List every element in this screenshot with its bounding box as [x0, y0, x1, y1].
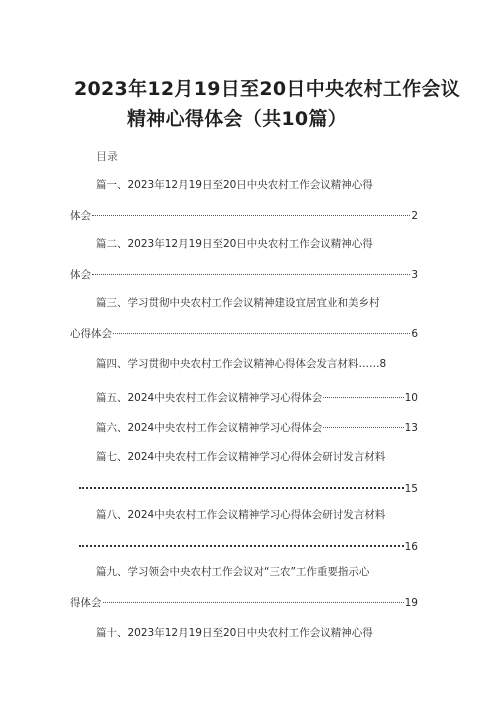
toc-entry-6-title: 篇六、2024中央农村工作会议精神学习心得体会	[96, 422, 323, 434]
toc-entry-1-dots	[92, 203, 410, 216]
toc-entry-2-dots	[92, 262, 410, 275]
document-title-line-2: 精神心得体会（共10篇）	[127, 108, 348, 130]
toc-entry-6-page: 13	[404, 422, 418, 434]
toc-entry-7-title[interactable]: 篇七、2024中央农村工作会议精神学习心得体会研讨发言材料	[96, 451, 386, 463]
toc-entry-1-tail: 体会	[70, 210, 91, 222]
toc-entry-2-leader[interactable]	[70, 265, 418, 282]
toc-entry-9-tail: 得体会	[70, 597, 102, 609]
toc-entry-10-title[interactable]: 篇十、2023年12月19日至20日中央农村工作会议精神心得	[96, 627, 373, 639]
toc-entry-5-dots	[323, 385, 403, 398]
toc-entry-9-title[interactable]: 篇九、学习领会中央农村工作会议对“三农”工作重要指示心	[96, 566, 370, 578]
toc-entry-4-dots: ……	[358, 358, 380, 370]
toc-entry-1-page: 2	[411, 210, 418, 222]
toc-entry-4-title: 篇四、学习贯彻中央农村工作会议精神心得体会发言材料	[96, 358, 359, 370]
toc-entry-6[interactable]	[96, 418, 418, 435]
toc-entry-3-tail: 心得体会	[70, 328, 112, 340]
toc-entry-1-title[interactable]: 篇一、2023年12月19日至20日中央农村工作会议精神心得	[96, 179, 373, 191]
toc-entry-3-title[interactable]: 篇三、学习贯彻中央农村工作会议精神建设宜居宜业和美乡村	[96, 297, 380, 309]
toc-entry-6-dots	[323, 415, 403, 428]
toc-entry-5[interactable]	[96, 388, 418, 405]
toc-entry-8-title[interactable]: 篇八、2024中央农村工作会议精神学习心得体会研讨发言材料	[96, 509, 386, 521]
toc-entry-7-leader[interactable]	[78, 478, 418, 495]
toc-entry-8-leader[interactable]	[78, 536, 418, 553]
toc-entry-5-page: 10	[404, 392, 418, 404]
toc-entry-1-leader[interactable]	[70, 206, 418, 223]
toc-entry-4[interactable]	[96, 356, 386, 371]
toc-entry-3-leader[interactable]	[70, 324, 418, 341]
toc-entry-7-dots	[79, 475, 404, 489]
toc-entry-5-title: 篇五、2024中央农村工作会议精神学习心得体会	[96, 392, 323, 404]
toc-entry-8-page: 16	[404, 541, 418, 553]
toc-heading: 目录	[96, 150, 118, 163]
toc-entry-8-dots	[79, 533, 404, 547]
toc-entry-2-tail: 体会	[70, 269, 91, 281]
toc-entry-2-title[interactable]: 篇二、2023年12月19日至20日中央农村工作会议精神心得	[96, 238, 373, 250]
toc-entry-2-page: 3	[411, 269, 418, 281]
toc-entry-9-page: 19	[404, 597, 418, 609]
toc-entry-3-page: 6	[411, 328, 418, 340]
toc-entry-9-dots	[103, 590, 404, 603]
toc-entry-3-dots	[113, 321, 410, 334]
toc-entry-7-page: 15	[404, 483, 418, 495]
toc-entry-9-leader[interactable]	[70, 593, 418, 610]
toc-entry-4-page: 8	[379, 358, 387, 370]
document-title-line-1: 2023年12月19日至20日中央农村工作会议	[74, 78, 461, 100]
